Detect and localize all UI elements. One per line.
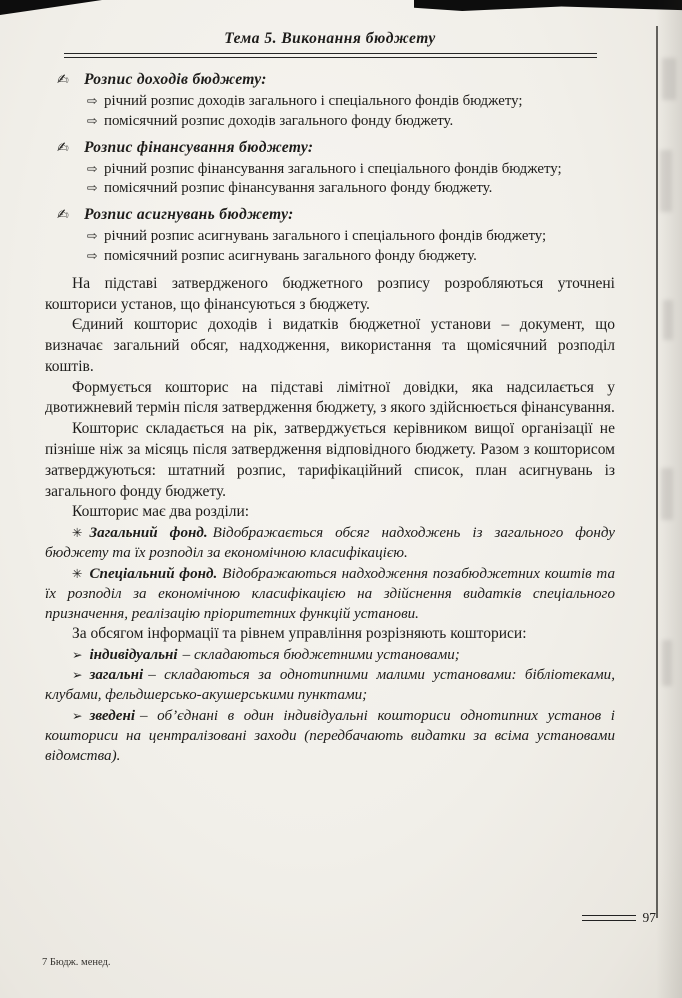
fund-item: [45, 564, 615, 625]
pointer-bullet-icon: ➢: [72, 667, 83, 683]
list-item: [87, 247, 615, 267]
chapter-header: [45, 30, 615, 58]
rozpys-dokhodiv-section: [45, 71, 615, 132]
koshtorys-type-item: [45, 665, 615, 705]
list-item-text: річний розпис доходів загального і спеціального фондів бюджету;: [104, 93, 523, 109]
writing-hand-icon: ✍: [57, 139, 69, 156]
rozpys-asyhnuvan-section: [45, 206, 615, 267]
writing-hand-icon: ✍: [57, 207, 69, 224]
fund-item-text: Відображаються надходження позабюджетних коштів та їх розподіл за економічною класифікацією на здійснення видатків спеціального призначення, реалізацію пріоритетних функцій установи.: [45, 565, 616, 622]
paragraph: Єдиний кошторис доходів і видатків бюджетної установи – документ, що визначає загальний обсяг, надходження, використання та щомісячний розподіл коштів.: [45, 316, 615, 375]
list-title-row: [57, 206, 615, 224]
paragraph: Кошторис складається на рік, затверджується керівником вищої організації не пізніше ніж за місяць після затвердження відповідного бюджету. Разом з кошторисом затверджуються: штатний розпис, тарифікаційний список, план асигнувань із загального фонду бюджету.: [45, 420, 615, 500]
type-item-lead: зведені: [89, 707, 136, 724]
scan-edge-artifact: [414, 0, 682, 13]
list-item-text: помісячний розпис фінансування загального фонду бюджету.: [104, 180, 493, 197]
arrow-bullet-icon: ⇨: [87, 112, 98, 128]
list-title-row: [57, 71, 615, 89]
paragraph: Формується кошторис на підставі лімітної довідки, яка надсилається у двотижневий термін після затвердження бюджету, з якого здійснюється фінансування.: [45, 378, 615, 417]
list-item: [87, 92, 615, 112]
paragraph: Кошторис має два розділи:: [72, 503, 250, 521]
list-item: [87, 227, 615, 247]
arrow-bullet-icon: ⇨: [87, 93, 98, 108]
pointer-bullet-icon: ➢: [72, 707, 83, 723]
scan-edge-artifact: [0, 0, 102, 15]
chapter-title: Тема 5. Виконання бюджету: [224, 30, 436, 47]
list-title-row: [57, 139, 615, 157]
list-item-text: помісячний розпис асигнувань загального фонду бюджету.: [104, 248, 477, 265]
writing-hand-icon: ✍: [57, 72, 69, 88]
rozpys-finansuvannia-section: [45, 139, 615, 200]
arrow-bullet-icon: ⇨: [87, 180, 98, 196]
list-title: Розпис асигнувань бюджету:: [84, 206, 294, 224]
page-content: [45, 30, 615, 766]
list-item-text: помісячний розпис доходів загального фонду бюджету.: [104, 112, 454, 129]
type-item-lead: загальні: [89, 667, 144, 684]
list-title: Розпис фінансування бюджету:: [84, 138, 314, 156]
bleedthrough-smudge: [661, 468, 673, 520]
type-item-text: – складаються бюджетними установами;: [182, 646, 460, 663]
page-number: 97: [642, 910, 656, 925]
list-title: Розпис доходів бюджету:: [84, 71, 267, 88]
header-double-rule: [64, 53, 597, 58]
list-item-text: річний розпис фінансування загального і спеціального фондів бюджету;: [104, 160, 562, 177]
paragraph: На підставі затвердженого бюджетного розпису розробляються уточнені кошториси установ, що фінансуються з бюджету.: [45, 274, 615, 313]
list-item: [87, 179, 615, 199]
bleedthrough-smudge: [660, 150, 672, 212]
list-item: [87, 160, 615, 180]
printers-signature: 7 Бюдж. менед.: [42, 957, 111, 968]
koshtorys-type-item: [45, 645, 615, 665]
fund-item-lead: Спеціальний фонд.: [89, 565, 218, 582]
type-item-text: – об’єднані в один індивідуальні кошториси однотипних установ і кошториси на централізовані заходи (передбачають видатки за всіма установами відомства).: [45, 707, 615, 765]
asterisk-bullet-icon: ✳: [72, 525, 83, 541]
list-item-text: річний розпис асигнувань загального і спеціального фондів бюджету;: [104, 228, 547, 245]
paragraph: За обсягом інформації та рівнем управління розрізняють кошториси:: [72, 625, 527, 643]
type-item-lead: індивідуальні: [89, 646, 178, 663]
fund-item: [45, 523, 615, 563]
arrow-bullet-icon: ⇨: [87, 228, 98, 244]
fund-item-text: Відображається обсяг надходжень із загального фонду бюджету та їх розподіл за економічною класифікацією.: [45, 525, 615, 562]
bleedthrough-smudge: [662, 640, 672, 686]
pointer-bullet-icon: ➢: [72, 646, 83, 662]
page-number-row: [582, 910, 657, 926]
bleedthrough-smudge: [663, 300, 673, 340]
fund-item-lead: Загальний фонд.: [89, 525, 208, 542]
type-item-text: – складаються за однотипними малими установами: бібліотеками, клубами, фельдшерсько-акушерськими пунктами;: [45, 667, 615, 704]
arrow-bullet-icon: ⇨: [87, 248, 98, 264]
asterisk-bullet-icon: ✳: [72, 565, 83, 581]
bleedthrough-smudge: [662, 58, 676, 100]
koshtorys-type-item: [45, 706, 615, 767]
list-item: [87, 112, 615, 132]
page-number-rule: [582, 915, 636, 921]
arrow-bullet-icon: ⇨: [87, 160, 98, 176]
